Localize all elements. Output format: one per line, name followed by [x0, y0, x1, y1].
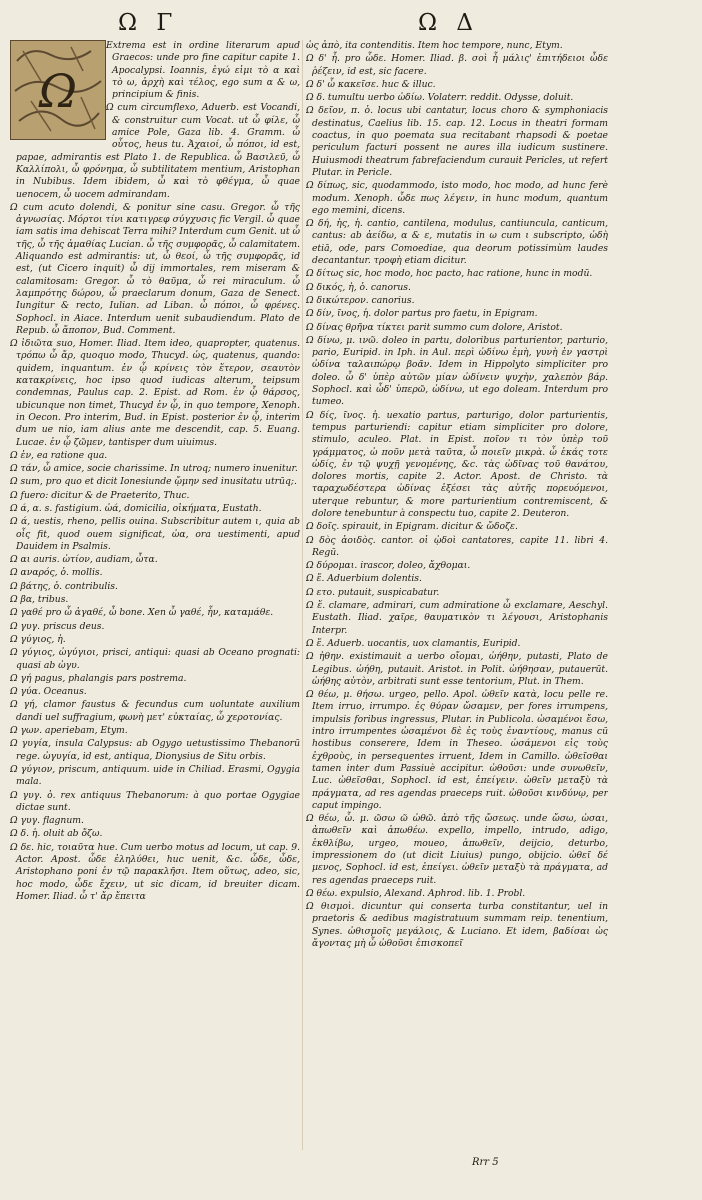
signature-mark: Rrr 5	[472, 1157, 499, 1168]
dictionary-entry: Ω ἕ. clamare, admirari, cum admiratione ὦ exclamare, Aeschyl. Eustath. Iliad. χαῖρε, θαυματικὸν τι λέγουσι, Aristophanis Interpr.	[306, 600, 608, 636]
dictionary-entry: Ω fuero: dicitur & de Praeterito, Thuc.	[10, 489, 190, 501]
dictionary-entry: Ω γύγιος, ὠγύγιοι, prisci, antiqui: quasi ab Oceano prognati: quasi ab ὠγυ.	[10, 647, 300, 671]
dictionary-entry: Ω τάν, ὦ amice, socie charissime. In utroq; numero inuenitur.	[10, 463, 298, 475]
dictionary-entry: Ω δίν, ῖνος, ἡ. dolor partus pro faetu, in Epigram.	[306, 308, 538, 320]
dictionary-entry: Ω γυγία, insula Calypsus: ab Ogygo uetustissimo Thebanorū rege. ὠγυγία, id est, antiqua, Dionysius de Situ orbis.	[10, 738, 300, 762]
dictionary-entry: Ω δ. tumultu uerbo ὠδίω. Volaterr. reddit. Odysse, doluit.	[306, 92, 574, 104]
dictionary-entry: Ω δεῖον, π. ὁ. locus ubi cantatur, locus choro & symphoniacis destinatus, Caelius lib. 15. cap. 12. Locus in theatri formam coactus, in quo poemata sua recitabant rhapsodi & poetae periculum facturi possent ne aures illa iudicum sustinere. Huiusmodi theatrum fabrefaciendum curauit Pericles, ut refert Plutar. in Pericle.	[306, 105, 608, 178]
dictionary-entry: Ω γύα. Oceanus.	[10, 686, 87, 698]
dictionary-entry: Ω δίνω, μ. ινῶ. doleo in partu, doloribus parturientor, parturio, pario, Euripid. in Iph. in Aul. περὶ ὠδίνω ἐμὴ, γυνὴ ἐν γαστρὶ ὠδίνα ταλαιπώρῳ βοᾶν. Idem in Hippolyto simpliciter pro doleo. ὦ δ' ὑπὲρ αὐτῶν μίαν ὠδίνειν ψυχὴν, χαλεπὸν βάρ. Sophocl. καὶ ὧδ' ὑπερῶ, ὠδίνω, ut ego doleam. Interdum pro tumeo.	[306, 334, 608, 408]
running-header-right: Ω Δ	[418, 10, 479, 36]
dictionary-entry: Ω cum circumflexo, Aduerb. est Vocandi, & construitur cum Vocat. ut ὦ φίλε, ὦ amice Pole, Gaza lib. 4. Gramm. ὦ οὗτος, heus tu. Ἀχαιοί, ὦ πόποι, id est, papae, admirantis est Plato 1. de Republica. ὦ Βασιλεῦ, ὦ Καλλίπολι, ὦ φρόνημα, ὦ subtilitatem mentium, Aristophan in Nubibus. Idem ibidem, ὦ καὶ τὸ φθέγμα, ὦ quae uenocem, ὦ uocem admirandam.	[16, 102, 300, 200]
dictionary-entry: Ω θισμοὶ. dicuntur qui conserta turba constitantur, uel in praetoris & aedibus magistratuum summam reip. tenentium, Synes. ὠθισμοῖς μεγάλοις, & Luciano. Et idem, βαδίσαι ὠς ἄγοντας μὴ ὦ ὠθοῦσι ἐπισκοπεῖ	[306, 901, 608, 950]
dictionary-entry: Ω γυγ. priscus deus.	[10, 620, 105, 632]
dictionary-entry: Ω βάτης, ὁ. contribulis.	[10, 580, 118, 592]
dictionary-entry: Extrema est in ordine literarum apud Graecos: unde pro fine capitur capite 1. Apocalypsi. Ioannis, ἐγώ εἰμι τὸ α καὶ τὸ ω, ἀρχὴ καὶ τέλος, ego sum α & ω, principium & finis.	[106, 40, 300, 101]
dictionary-entry: Ω ά, α. s. fastigium. ὠά, domicilia, οἰκήματα, Eustath.	[10, 502, 262, 514]
dictionary-entry: ὡς ἀπὸ, ita contenditis. Item hoc tempore, nunc, Etym.	[306, 40, 563, 51]
woodcut-ornament	[11, 41, 105, 139]
dictionary-entry: Ω γυγ. flagnum.	[10, 815, 84, 827]
dictionary-entry: Ω γή pagus, phalangis pars postrema.	[10, 672, 187, 684]
dictionary-entry: Ω γων. aperiebam, Etym.	[10, 725, 128, 737]
dictionary-entry: Ω γή, clamor faustus & fecundus cum uoluntate auxilium dandi uel suffragium, φωνὴ μετ' εὐκταίας, ὦ χεροτονίας.	[10, 699, 300, 723]
dictionary-entry: Ω δ' ὧ κακεῖσε. huc & illuc.	[306, 78, 436, 90]
dictionary-entry: Ω αναρός, ὁ. mollis.	[10, 567, 103, 579]
dictionary-entry: Ω αι auris. ὠτίον, audiam, ὦτα.	[10, 554, 158, 566]
dictionary-entry: Ω δίνας θρῆνα τίκτει parit summo cum dolore, Aristot.	[306, 321, 563, 333]
dictionary-entry: Ω γύγιον, priscum, antiquum. uide in Chiliad. Erasmi, Ogygia mala.	[10, 763, 300, 788]
dictionary-entry: Ω δίτως sic, hoc modo, hoc pacto, hac ratione, hunc in modū.	[306, 268, 593, 280]
dictionary-entry: Ω ετο. putauit, suspicabatur.	[306, 586, 440, 598]
left-entries	[10, 40, 300, 903]
dictionary-entry: Ω δίς, ῖνος. ἡ. uexatio partus, parturigo, dolor parturientis, tempus parturiendi: capitur etiam simpliciter pro dolore, stimulo, aculeo. Plat. in Epist. ποῖον τι τὸν ὑπὲρ τοῦ γράμματος, ὠ ποῦν μετὰ ταῦτα, ὦ ποιεῖν μικρὰ. ὦ ἑκάς τοτε ὠδίς, ἐν τῷ ψυχῇ γενομένης, &c. τὰς ὠδῖνας τοῦ θανάτου, dolores mortis, capite 2. Actor. Apost. de Christo. τὰ ταραχωδέστερα ὠδίνας ἐξέσει τὰς αὐτῆς πορευόμενοι, uterque rebuntur, & more parturientium contremiscent, & dolore tenebuntur à conspectu tuo, capite 2. Deuteron.	[306, 409, 608, 519]
dictionary-entry: Ω ά, uestis, rheno, pellis ouina. Subscribitur autem ι, quia ab οἶς fit, quod ouem significat, ὠα, ora uestimenti, apud Dauidem in Psalmis.	[10, 516, 300, 552]
dictionary-entry: Ω θέω, μ. θήσω. urgeo, pello. Apol. ὠθεῖν κατὰ, locu pelle re. Item irruo, irrumpo. ἐς θύραν ὤσαμεν, per fores irrumpens, impulsis foribus ingressus, Plutar. in Publicola. ὠσαμένοι ἔσω, intro irrumpentes ὠσαμένοι δὲ ἐς τοὺς ἐναντίους, manus cū hostibus conserere, Idem in Theseo. ὠσάμενοι εἰς τοὺς ἐχθροὺς, in persequentes irruent, Idem in Camillo. ὠθεῖσθαι tamen inter dum Passiuè accipitur. ὠθοῦσι: unde συνωθεῖν, Luc. ὠθεῖσθαι, Sophocl. id est, ἐπείγειν. ὠθεῖν μεταξὺ τὰ πράγματα, ad res agendas praeceps ruit. ὠθοῦσι κινδύνῳ, per caput impingo.	[306, 689, 608, 811]
left-column	[10, 40, 300, 1150]
dictionary-entry: Ω γαθέ pro ὦ ἀγαθέ, ὦ bone. Xen ὦ γαθέ, ἦν, καταμάθε.	[10, 607, 274, 619]
dictionary-entry: Ω ἰδιῶτα suo, Homer. Iliad. Item ideo, quapropter, quatenus. τρόπω ὦ ἄρ, quoquo modo, Thucyd. ὡς, quatenus, quando: quidem, inquantum. ἐν ᾧ κρίνεις τὸν ἕτερον, σεαυτὸν κατακρίνεις, hoc ipso quod iudicas alterum, teipsum condemnas, Paulus cap. 2. Epist. ad Rom. ἐν ᾧ θάρσος, ubicunque non timet, Thucyd ἐν ᾧ, in quo tempore, Xenoph. in Oecon. Pro interim, Bud. in Epist. posterior ἐν ᾧ, interim dum ue nio, iam alius ante me descendit, cap. 5. Euang. Lucae. ἐν ᾧ ζῶμεν, tantisper dum uiuimus.	[10, 338, 300, 448]
dictionary-entry: Ω δικώτερον. canorius.	[306, 294, 415, 306]
column-gutter	[302, 40, 303, 1150]
dictionary-entry: Ω δὸς ἀοιδὸς. cantor. οἱ ᾠδοὶ cantatores, capite 11. libri 4. Regū.	[306, 534, 608, 558]
dictionary-entry: Ω δή, ἡς, ἡ. cantio, cantilena, modulus, cantiuncula, canticum, cantus: ab ἀείδω, α & ε, mutatis in ω cum ι subscripto, ὠδὴ etiā, ode, pars Comoediae, qua deorum potissimùm laudes decantantur. τροφὴ etiam dicitur.	[306, 218, 608, 267]
dictionary-entry: Ω ἐν, ea ratione qua.	[10, 449, 108, 461]
svg-text:Ω: Ω	[38, 64, 78, 118]
dictionary-entry: Ω γύγιος, ἡ.	[10, 633, 66, 645]
dictionary-entry: Ω δύρομαι. irascor, doleo, ἄχθομαι.	[306, 560, 471, 572]
dictionary-entry: Ω θέω. expulsio, Alexand. Aphrod. lib. 1. Probl.	[306, 887, 526, 899]
dictionary-entry: Ω δε. hic, τοιαῦτα hue. Cum uerbo motus ad locum, ut cap. 9. Actor. Apost. ὦδε ἐληλύθει, huc uenit, &c. ὦδε, ὧδε, Aristophano poni ἐν τῷ παρακλῆσι. Item οὕτως, adeo, sic, hoc modo, ὦδε ἔχειν, ut sic dicam, id breuiter dicam. Homer. Iliad. ὦ τ' ἄρ ἔπειτα	[10, 841, 300, 902]
right-entries	[306, 40, 608, 950]
dictionary-entry: Ω δοῖς. spirauit, in Epigram. dicitur & ὤδοζε.	[306, 521, 518, 533]
dictionary-entry: Ω cum acuto dolendi, & ponitur sine casu. Gregor. ὦ τῆς ἀγνωσίας. Μόρτοι τίνι κατιγρεφ σύγχυσις fic Vergil. ὦ quae iam satis ima dehiscat Terra mihi? Interdum cum Genit. ut ὦ τῆς, ὦ τῆς ἀμαθίας Lucian. ὦ τῆς συμφορᾶς, ὦ calamitatem. Aliquando est admirantis: ut, ὦ θεοί, ὦ τῆς συμφορᾶς, id est, (ut Cicero inquit) ὦ dij immortales, rem miseram & calamitosam: Gregor. ὦ τὸ θαῦμα, ὦ rei miraculum. ὦ λαμπρότης δώρου, ὦ praeclarum donum, Gaza de Senect. Iungitur & recto, Iulian. ad Liban. ὦ πόποι, ὦ φρένες. Sophocl. in Aiace. Interdum uenit subaudiendum. Plato de Repub. ὦ ἄποπον, Bud. Comment.	[10, 201, 300, 336]
dictionary-entry: Ω δ' ἦ. pro ὦδε. Homer. Iliad. β. σοὶ ἦ μάλις' ἐπιτήδειοι ὦδε ῥέζειν, id est, sic facere.	[306, 53, 608, 77]
dictionary-entry: Ω δ. ἡ. oluit ab ὄζω.	[10, 828, 103, 840]
running-header-left: Ω Γ	[118, 10, 179, 36]
dictionary-entry: Ω ἕ. Aduerbium dolentis.	[306, 573, 422, 585]
dictionary-entry: Ω γυγ. ὁ. rex antiquus Thebanorum: à quo portae Ogygiae dictae sunt.	[10, 789, 300, 813]
decorated-initial-omega	[10, 40, 106, 140]
dictionary-entry: Ω sum, pro quo et dicit Ionesiunde ᾤμην sed inusitatu utrūq;.	[10, 476, 297, 488]
dictionary-entry: Ω δικός, ἡ, ὁ. canorus.	[306, 281, 411, 293]
dictionary-entry: Ω δίπως, sic, quodammodo, isto modo, hoc modo, ad hunc ferè modum. Xenoph. ὦδε πως λέγειν, in hunc modum, quantum ego memini, dicens.	[306, 180, 608, 216]
dictionary-entry: Ω βα, tribus.	[10, 594, 69, 606]
dictionary-entry: Ω ἠθην. existimauit a uerbo οἴομαι, ὠήθην, putasti, Plato de Legibus. ὠήθη, putauit. Aristot. in Polit. ὠήθησαν, putauerūt. ὠήθης αὐτὸν, arbitrati sunt esse tentorium, Plut. in Them.	[306, 651, 608, 687]
dictionary-entry: Ω ἕ. Aduerb. uocantis, uox clamantis, Euripid.	[306, 637, 521, 649]
right-column	[306, 40, 608, 1140]
dictionary-entry: Ω θέω, ὦ. μ. ῶσω ῶ ὠθῶ. ἀπὸ τῆς ὤσεως. unde ὤσω, ὠσαι, ἀπωθεῖν καὶ ἀπωθέω. expello, impello, intrudo, adigo, ἐκθλίβω, urgeo, moueo, ἀπωθεῖν, deijcio, deturbo, impressionem do (ut dicit Liuius) pungo, obijcio. ὠθεῖ δέ μενος, Sophocl. id est, ἐπείγει. ὠθεῖν μεταξὺ τὰ πράγματα, ad res agendas praeceps ruit.	[306, 813, 608, 886]
